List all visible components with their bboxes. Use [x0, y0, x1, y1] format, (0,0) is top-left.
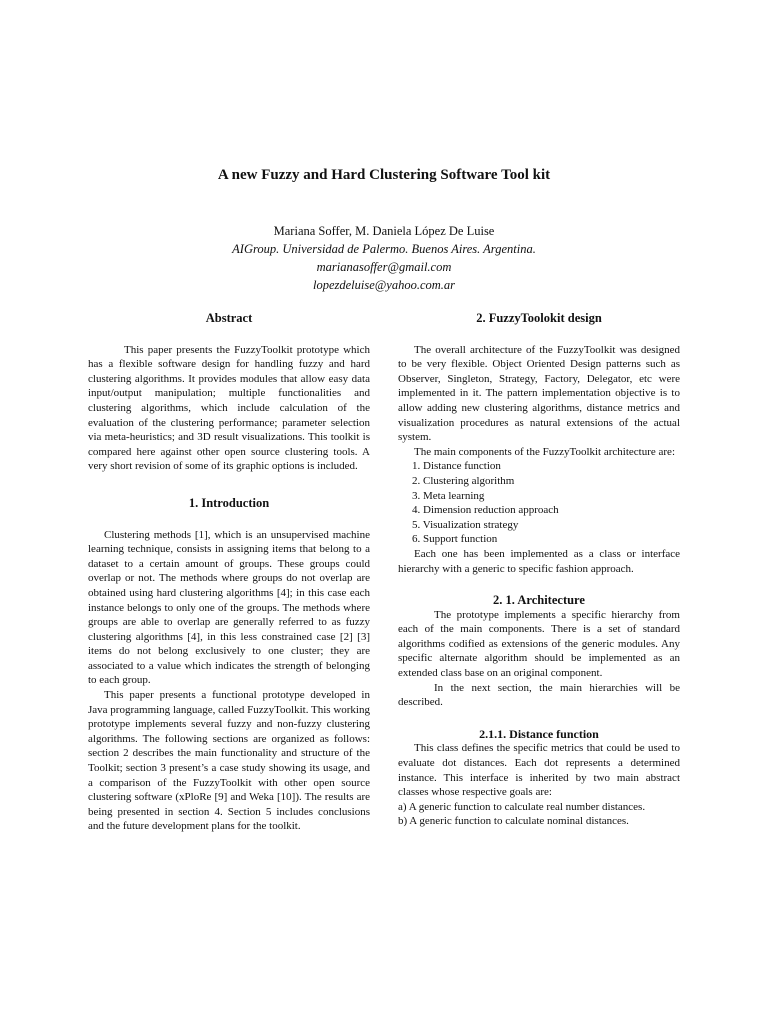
introduction-paragraph-1: Clustering methods [1], which is an unsupervised machine learning technique, consists in assigning items that belong to a dataset to a certain amount of groups. These groups could overlap or not. The methods where groups do not overlap are obtained using hard clustering algorithms [4]; in this case each instance belongs to only one of the groups. The methods where groups are able to overlap are generally referred to as fuzzy clustering algorithms [4], in this less constrained case [2] [3] items do not belong exclusively to one cluster; they are associated to a value which indicates the strength of belonging to each group.	[88, 528, 370, 687]
design-paragraph-1: The overall architecture of the FuzzyToolkit was designed to be very flexible. Object Oriented Design patterns such as Observer, Singleton, Strategy, Factory, Delegator, etc were implemented in it. The pattern implementation objective is to allow adding new clustering algorithms, distance metrics and visualization procedures as natural extensions of the actual system.	[398, 343, 680, 444]
spacer	[398, 326, 680, 343]
list-item: 1. Distance function	[412, 460, 501, 473]
introduction-paragraph-2: This paper presents a functional prototype developed in Java programming language, called FuzzyToolkit. This working prototype implements several fuzzy and non-fuzzy clustering algorithms. The following sections are organized as follows: section 2 describes the main functionality and structure of the Toolkit; section 3 present’s a case study showing its usage, and a comparison of the FuzzyToolkit with other open source clustering software (xPloRe [9] and Weka [10]). The results are being presented in section 4. Section 5 includes conclusions and the future development plans for the toolkit.	[88, 689, 370, 833]
list-item: 5. Visualization strategy	[412, 518, 519, 531]
spacer	[398, 576, 680, 593]
design-paragraph-2: The main components of the FuzzyToolkit architecture are:	[414, 445, 675, 458]
distance-function-paragraph: This class defines the specific metrics that could be used to evaluate dot distances. Each dot represents a determined instance. This interface is inherited by two main abstract classes whose respective goals are:	[398, 742, 680, 799]
author-names: Mariana Soffer, M. Daniela López De Luise	[273, 224, 495, 238]
right-column	[398, 311, 680, 829]
abstract-text: This paper presents the FuzzyToolkit prototype which has a flexible software design for handling fuzzy and hard clustering algorithms. It provides modules that allow easy data input/output manipulation; multiple functionalities and clustering algorithms, which include calculation of the evaluation of the clustering performance; parameter selection via meta-heuristics; and 3D result visualizations. This toolkit is compared here against other open source clustering tools. A very short revision of some of its graphic options is included.	[88, 343, 370, 473]
abstract-heading: Abstract	[205, 311, 253, 325]
design-paragraph-3: Each one has been implemented as a class or interface hierarchy with a generic to specific fashion approach.	[398, 547, 680, 575]
distance-function-item-a: a) A generic function to calculate real number distances.	[398, 800, 646, 813]
list-item: 3. Meta learning	[412, 489, 485, 502]
author-email-2: lopezdeluise@yahoo.com.ar	[312, 278, 456, 292]
left-column	[88, 311, 370, 834]
list-item: 2. Clustering algorithm	[412, 474, 515, 487]
design-heading: 2. FuzzyToolokit design	[476, 311, 602, 325]
spacer	[88, 326, 370, 343]
spacer	[88, 511, 370, 528]
spacer	[398, 710, 680, 727]
distance-function-heading: 2.1.1. Distance function	[479, 726, 599, 741]
author-affiliation: AIGroup. Universidad de Palermo. Buenos Aires. Argentina.	[232, 242, 536, 256]
paper-title: A new Fuzzy and Hard Clustering Software Tool kit	[217, 167, 551, 183]
components-list	[398, 459, 680, 547]
list-item: 6. Support function	[412, 533, 498, 546]
spacer	[88, 474, 370, 496]
list-item: 4. Dimension reduction approach	[412, 504, 559, 517]
introduction-heading: 1. Introduction	[188, 495, 270, 510]
architecture-heading: 2. 1. Architecture	[493, 593, 585, 608]
distance-function-item-b: b) A generic function to calculate nominal distances.	[398, 815, 629, 828]
author-block	[0, 222, 768, 294]
author-email-1: marianasoffer@gmail.com	[316, 260, 452, 274]
architecture-paragraph-2: In the next section, the main hierarchies will be described.	[398, 681, 680, 709]
architecture-paragraph-1: The prototype implements a specific hierarchy from each of the main components. There is a set of standard algorithms codified as extensions of the generic modules. Any specific alternate algorithm should be implemented as an extended class base on an original component.	[398, 608, 680, 680]
